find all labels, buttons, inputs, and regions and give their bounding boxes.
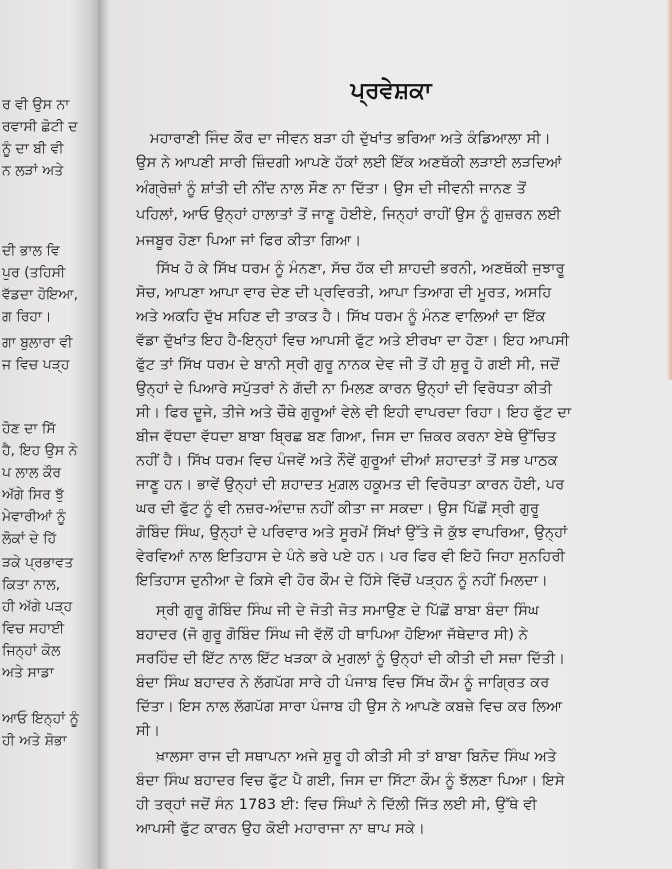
- body-text-line: ਸੀ।: [136, 722, 161, 739]
- left-page-line: ੜਕੇ ਪ੍ਰਭਾਵਤ: [2, 555, 74, 571]
- left-page-line: ਨ ਲੜਾਂ ਅਤੇ: [2, 163, 64, 179]
- left-page-line: ਵੱਡਦਾ ਹੋਇਆ,: [2, 287, 79, 303]
- body-text-line: ਸੀ। ਫਿਰ ਦੂਜੇ, ਤੀਜੇ ਅਤੇ ਚੌਥੇ ਗੁਰੂਆਂ ਵੇਲੇ ਵੀ ਇਹੀ ਵਾਪਰਦਾ ਰਿਹਾ। ਇਹ ਫੁੱਟ ਦਾ: [136, 404, 572, 421]
- left-page-line: ਲੋਕਾਂ ਦੇ ਹਿੱ: [2, 531, 57, 547]
- body-text-line: ਉਨ੍ਹਾਂ ਦੇ ਪਿਆਰੇ ਸਪੁੱਤਰਾਂ ਨੇ ਗੱਦੀ ਨਾ ਮਿਲਣ ਕਾਰਨ ਉਨ੍ਹਾਂ ਦੀ ਵਿਰੋਧਤਾ ਕੀਤੀ: [136, 380, 553, 397]
- left-page-line: ਅਤੇ ਸਾਡਾ: [2, 665, 54, 681]
- body-text-line: ਪਹਿਲਾਂ, ਆਓ ਉਨ੍ਹਾਂ ਹਾਲਾਤਾਂ ਤੋਂ ਜਾਣੂ ਹੋਈਏ, ਜਿਨ੍ਹਾਂ ਰਾਹੀਂ ਉਸ ਨੂੰ ਗੁਜ਼ਰਨ ਲਈ: [136, 206, 562, 223]
- body-text-line: ਬੰਦਾ ਸਿੰਘ ਬਹਾਦਰ ਵਿਚ ਫੁੱਟ ਪੈ ਗਈ, ਜਿਸ ਦਾ ਸਿੱਟਾ ਕੌਮ ਨੂੰ ਝੱਲਣਾ ਪਿਆ। ਇਸੇ: [136, 772, 565, 789]
- left-page-line: ਰ ਵੀ ਉਸ ਨਾ: [2, 97, 70, 113]
- left-page-line: ਦੀ ਭਾਲ ਵਿ: [2, 243, 60, 259]
- body-text-line: ਸ੍ਰੀ ਗੁਰੂ ਗੋਬਿੰਦ ਸਿੰਘ ਜੀ ਦੇ ਜੋਤੀ ਜੋਤ ਸਮਾਉਣ ਦੇ ਪਿੱਛੋਂ ਬਾਬਾ ਬੰਦਾ ਸਿੰਘ: [156, 602, 540, 619]
- book-gutter: [98, 0, 110, 869]
- left-page-line: ਆਓ ਇਨ੍ਹਾਂ ਨੂੰ: [2, 711, 79, 727]
- left-page-line: ਹੋਣ ਦਾ ਸਿੱ: [2, 421, 56, 437]
- body-text-line: ਖ਼ਾਲਸਾ ਰਾਜ ਦੀ ਸਥਾਪਨਾ ਅਜੇ ਸ਼ੁਰੂ ਹੀ ਕੀਤੀ ਸੀ ਤਾਂ ਬਾਬਾ ਬਿਨੋਦ ਸਿੰਘ ਅਤੇ: [156, 748, 557, 765]
- left-page-line: ਪ ਲਾਲ ਕੌਰ: [2, 465, 62, 481]
- body-text-line: ਫੁੱਟ ਤਾਂ ਸਿੱਖ ਧਰਮ ਦੇ ਬਾਨੀ ਸ੍ਰੀ ਗੁਰੂ ਨਾਨਕ ਦੇਵ ਜੀ ਤੋਂ ਹੀ ਸ਼ੁਰੂ ਹੋ ਗਈ ਸੀ, ਜਦੋਂ: [136, 356, 560, 373]
- page-edge-shadow: [666, 0, 672, 380]
- body-text-line: ਅਤੇ ਅਕਹਿ ਦੁੱਖ ਸਹਿਣ ਦੀ ਤਾਕਤ ਹੈ। ਸਿੱਖ ਧਰਮ ਨੂੰ ਮੰਨਣ ਵਾਲਿਆਂ ਦਾ ਇੱਕ: [136, 308, 546, 325]
- left-page: [0, 0, 98, 869]
- body-text-line: ਉਸ ਨੇ ਆਪਣੀ ਸਾਰੀ ਜ਼ਿੰਦਗੀ ਆਪਣੇ ਹੱਕਾਂ ਲਈ ਇੱਕ ਅਣਥੱਕੀ ਲੜਾਈ ਲੜਦਿਆਂ: [136, 154, 562, 171]
- body-text-line: ਬਹਾਦਰ (ਜੋ ਗੁਰੂ ਗੋਬਿੰਦ ਸਿੰਘ ਜੀ ਵੱਲੋਂ ਹੀ ਥਾਪਿਆ ਹੋਇਆ ਜੱਥੇਦਾਰ ਸੀ) ਨੇ: [136, 626, 528, 643]
- body-text-line: ਅੰਗ੍ਰੇਜ਼ਾਂ ਨੂੰ ਸ਼ਾਂਤੀ ਦੀ ਨੀਂਦ ਨਾਲ ਸੌਣ ਨਾ ਦਿੱਤਾ। ਉਸ ਦੀ ਜੀਵਨੀ ਜਾਨਣ ਤੋਂ: [136, 180, 527, 197]
- left-page-line: ਗ ਰਿਹਾ।: [2, 309, 52, 325]
- left-page-line: ਪੁਰ (ਤਹਿਸੀ: [2, 265, 66, 281]
- left-page-line: ਹੀ ਅੱਗੇ ਪੜ੍ਹ: [2, 599, 73, 615]
- left-page-line: ਗਾ ਬੁਲਾਰਾ ਵੀ: [2, 335, 73, 351]
- left-page-line: ਜ ਵਿਚ ਪੜ੍ਹ: [2, 357, 70, 373]
- body-text-line: ਗੋਬਿੰਦ ਸਿੰਘ, ਉਨ੍ਹਾਂ ਦੇ ਪਰਿਵਾਰ ਅਤੇ ਸੂਰਮੇਂ ਸਿੱਖਾਂ ਉੱਤੇ ਜੋ ਕੁੱਝ ਵਾਪਰਿਆ, ਉਨ੍ਹਾਂ: [136, 524, 568, 541]
- left-page-line: ਵਿਚ ਸਹਾਈ: [2, 621, 65, 637]
- right-page: [110, 0, 672, 869]
- left-page-line: ਜਿਨ੍ਹਾਂ ਕੋਲ: [2, 643, 61, 659]
- body-text-line: ਵੇਰਵਿਆਂ ਨਾਲ ਇਤਿਹਾਸ ਦੇ ਪੰਨੇ ਭਰੇ ਪਏ ਹਨ। ਪਰ ਫਿਰ ਵੀ ਇਹੋ ਜਿਹਾ ਸੁਨਹਿਰੀ: [136, 548, 566, 565]
- chapter-title: ਪ੍ਰਵੇਸ਼ਕਾ: [350, 78, 432, 104]
- left-page-line: ਰਵਾਸੀ ਛੋਟੀ ਦ: [2, 119, 78, 135]
- body-text-line: ਨਹੀਂ ਹੈ। ਸਿੱਖ ਧਰਮ ਵਿਚ ਪੰਜਵੇਂ ਅਤੇ ਨੌਵੇਂ ਗੁਰੂਆਂ ਦੀਆਂ ਸ਼ਹਾਦਤਾਂ ਤੋਂ ਸਭ ਪਾਠਕ: [136, 452, 558, 469]
- body-text-line: ਸਰਹਿੰਦ ਦੀ ਇੱਟ ਨਾਲ ਇੱਟ ਖੜਕਾ ਕੇ ਮੁਗਲਾਂ ਨੂੰ ਉਨ੍ਹਾਂ ਦੀ ਕੀਤੀ ਦੀ ਸਜ਼ਾ ਦਿੱਤੀ।: [136, 650, 566, 667]
- body-text-line: ਘਰ ਦੀ ਫੁੱਟ ਨੂੰ ਵੀ ਨਜ਼ਰ-ਅੰਦਾਜ਼ ਨਹੀਂ ਕੀਤਾ ਜਾ ਸਕਦਾ। ਉਸ ਪਿੱਛੋਂ ਸ੍ਰੀ ਗੁਰੂ: [136, 500, 540, 517]
- body-text-line: ਸੋਚ, ਆਪਣਾ ਆਪਾ ਵਾਰ ਦੇਣ ਦੀ ਪ੍ਰਵਿਰਤੀ, ਆਪਾ ਤਿਆਗ ਦੀ ਮੂਰਤ, ਅਸਹਿ: [136, 284, 552, 301]
- body-text-line: ਮਜਬੂਰ ਹੋਣਾ ਪਿਆ ਜਾਂ ਫਿਰ ਕੀਤਾ ਗਿਆ।: [136, 232, 362, 249]
- left-page-line: ਹੈ, ਇਹ ਉਸ ਨੇ: [2, 443, 78, 459]
- body-text-line: ਵੱਡਾ ਦੁੱਖਾਂਤ ਇਹ ਹੈ-ਇਨ੍ਹਾਂ ਵਿਚ ਆਪਸੀ ਫੁੱਟ ਅਤੇ ਈਰਖਾ ਦਾ ਹੋਣਾ। ਇਹ ਆਪਸੀ: [136, 332, 570, 349]
- left-page-line: ਕਿਤਾ ਨਾਲ,: [2, 577, 61, 593]
- left-page-line: ਮੇਵਾਰੀਆਂ ਨੂੰ: [2, 509, 66, 525]
- body-text-line: ਬੰਦਾ ਸਿੰਘ ਬਹਾਦਰ ਨੇ ਲੱਗਪੱਗ ਸਾਰੇ ਹੀ ਪੰਜਾਬ ਵਿਚ ਸਿੱਖ ਕੌਮ ਨੂੰ ਜਾਗ੍ਰਿਤ ਕਰ: [136, 674, 550, 691]
- body-text-line: ਬੀਜ ਵੱਧਦਾ ਵੱਧਦਾ ਬਾਬਾ ਬ੍ਰਿਛ ਬਣ ਗਿਆ, ਜਿਸ ਦਾ ਜ਼ਿਕਰ ਕਰਨਾ ਏਥੇ ਉੱਚਿਤ: [136, 428, 557, 445]
- body-text-line: ਮਹਾਰਾਣੀ ਜਿੰਦ ਕੌਰ ਦਾ ਜੀਵਨ ਬੜਾ ਹੀ ਦੁੱਖਾਂਤ ਭਰਿਆ ਅਤੇ ਕੰਡਿਆਲਾ ਸੀ।: [150, 130, 551, 147]
- left-page-line: ਹੀ ਅਤੇ ਸ਼ੋਭਾ: [2, 733, 67, 749]
- left-page-line: ਨੂੰ ਦਾ ਬੀ ਵੀ: [2, 141, 64, 157]
- body-text-line: ਹੀ ਤਰ੍ਹਾਂ ਜਦੋਂ ਸੰਨ 1783 ਈ: ਵਿਚ ਸਿੰਘਾਂ ਨੇ ਦਿੱਲੀ ਜਿੱਤ ਲਈ ਸੀ, ਉੱਥੇ ਵੀ: [136, 796, 537, 813]
- body-text-line: ਇਤਿਹਾਸ ਦੁਨੀਆ ਦੇ ਕਿਸੇ ਵੀ ਹੋਰ ਕੌਮ ਦੇ ਹਿੱਸੇ ਵਿੱਚੋਂ ਪੜ੍ਹਨ ਨੂੰ ਨਹੀਂ ਮਿਲਦਾ।: [136, 572, 548, 589]
- body-text-line: ਸਿੱਖ ਹੋ ਕੇ ਸਿੱਖ ਧਰਮ ਨੂੰ ਮੰਨਣਾ, ਸੱਚ ਹੱਕ ਦੀ ਸ਼ਾਹਦੀ ਭਰਨੀ, ਅਣਥੱਕੀ ਜੁਝਾਰੂ: [156, 260, 565, 277]
- body-text-line: ਦਿੱਤਾ। ਇਸ ਨਾਲ ਲੱਗਪੱਗ ਸਾਰਾ ਪੰਜਾਬ ਹੀ ਉਸ ਨੇ ਆਪਣੇ ਕਬਜ਼ੇ ਵਿਚ ਕਰ ਲਿਆ: [136, 698, 563, 715]
- body-text-line: ਆਪਸੀ ਫੁੱਟ ਕਾਰਨ ਉਹ ਕੋਈ ਮਹਾਰਾਜਾ ਨਾ ਥਾਪ ਸਕੇ।: [136, 820, 426, 837]
- left-page-line: ਅੱਗੇ ਸਿਰ ਝੁੱ: [2, 487, 65, 503]
- body-text-line: ਜਾਣੂ ਹਨ। ਭਾਵੇਂ ਉਨ੍ਹਾਂ ਦੀ ਸ਼ਹਾਦਤ ਮੁਗ਼ਲ ਹਕੂਮਤ ਦੀ ਵਿਰੋਧਤਾ ਕਾਰਨ ਹੋਈ, ਪਰ: [136, 476, 565, 493]
